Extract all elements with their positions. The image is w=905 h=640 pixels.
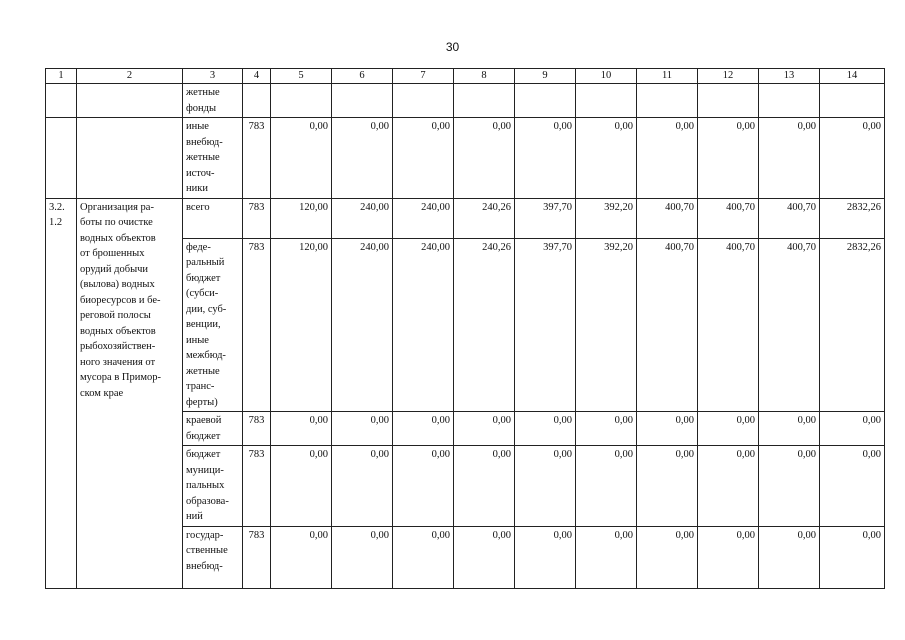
value-cell: 240,26 — [454, 198, 515, 238]
value-cell: 0,00 — [820, 412, 885, 446]
value-cell: 0,00 — [454, 446, 515, 527]
header-cell: 10 — [576, 69, 637, 84]
value-cell: 0,00 — [576, 118, 637, 199]
value-cell — [698, 84, 759, 118]
value-cell: 0,00 — [698, 526, 759, 588]
value-cell: 240,00 — [332, 198, 393, 238]
funding-source-cell: краевой бюджет — [183, 412, 243, 446]
value-cell: 400,70 — [759, 238, 820, 412]
value-cell: 392,20 — [576, 238, 637, 412]
value-cell: 0,00 — [271, 118, 332, 199]
value-cell: 400,70 — [637, 238, 698, 412]
value-cell — [820, 84, 885, 118]
header-cell: 8 — [454, 69, 515, 84]
value-cell: 0,00 — [698, 118, 759, 199]
header-cell: 11 — [637, 69, 698, 84]
value-cell: 0,00 — [454, 412, 515, 446]
item-number-cell — [46, 84, 77, 118]
header-cell: 6 — [332, 69, 393, 84]
value-cell — [332, 84, 393, 118]
value-cell: 0,00 — [393, 446, 454, 527]
value-cell: 0,00 — [515, 118, 576, 199]
value-cell: 0,00 — [820, 526, 885, 588]
header-cell: 3 — [183, 69, 243, 84]
value-cell: 0,00 — [576, 526, 637, 588]
value-cell: 0,00 — [820, 446, 885, 527]
header-cell: 14 — [820, 69, 885, 84]
code-cell: 783 — [243, 526, 271, 588]
value-cell: 400,70 — [698, 238, 759, 412]
value-cell: 0,00 — [393, 526, 454, 588]
table-body — [46, 69, 885, 589]
funding-source-cell: иные внебюд- жетные источ- ники — [183, 118, 243, 199]
value-cell: 0,00 — [637, 118, 698, 199]
header-cell: 5 — [271, 69, 332, 84]
item-name-cell — [77, 118, 183, 199]
funding-source-cell: государ- ственные внебюд- — [183, 526, 243, 588]
value-cell: 0,00 — [698, 446, 759, 527]
value-cell: 0,00 — [637, 526, 698, 588]
header-cell: 12 — [698, 69, 759, 84]
header-cell: 1 — [46, 69, 77, 84]
table-row — [46, 198, 885, 238]
value-cell: 240,00 — [393, 238, 454, 412]
value-cell: 0,00 — [332, 412, 393, 446]
value-cell — [393, 84, 454, 118]
page-number: 30 — [445, 40, 460, 54]
value-cell — [454, 84, 515, 118]
item-number-cell: 3.2. 1.2 — [46, 198, 77, 588]
value-cell: 0,00 — [515, 412, 576, 446]
value-cell: 0,00 — [271, 412, 332, 446]
value-cell: 0,00 — [698, 412, 759, 446]
funding-source-cell: всего — [183, 198, 243, 238]
code-cell — [243, 84, 271, 118]
header-cell: 13 — [759, 69, 820, 84]
value-cell: 0,00 — [759, 526, 820, 588]
budget-table — [45, 68, 885, 589]
value-cell — [576, 84, 637, 118]
value-cell: 0,00 — [271, 526, 332, 588]
value-cell: 400,70 — [637, 198, 698, 238]
value-cell: 0,00 — [332, 526, 393, 588]
value-cell: 0,00 — [515, 446, 576, 527]
value-cell: 397,70 — [515, 238, 576, 412]
value-cell: 392,20 — [576, 198, 637, 238]
value-cell — [637, 84, 698, 118]
header-row — [46, 69, 885, 84]
funding-source-cell: жетные фонды — [183, 84, 243, 118]
value-cell: 0,00 — [820, 118, 885, 199]
value-cell: 397,70 — [515, 198, 576, 238]
value-cell: 0,00 — [515, 526, 576, 588]
item-number-cell — [46, 118, 77, 199]
value-cell: 0,00 — [393, 118, 454, 199]
value-cell: 2832,26 — [820, 198, 885, 238]
value-cell: 240,00 — [332, 238, 393, 412]
table-row — [46, 84, 885, 118]
value-cell: 120,00 — [271, 238, 332, 412]
value-cell: 0,00 — [576, 412, 637, 446]
value-cell: 0,00 — [576, 446, 637, 527]
item-name-cell: Организация ра- боты по очистке водных объектов от брошенных орудий добычи (вылова) водных биоресурсов и бе- реговой полосы водных объектов рыбохозяйствен- ного значения от мусора в Примор- ском крае — [77, 198, 183, 588]
table-row — [46, 118, 885, 199]
code-cell: 783 — [243, 238, 271, 412]
funding-source-cell: бюджет муници- пальных образова- ний — [183, 446, 243, 527]
header-cell: 2 — [77, 69, 183, 84]
value-cell: 0,00 — [454, 526, 515, 588]
header-cell: 7 — [393, 69, 454, 84]
value-cell: 0,00 — [637, 446, 698, 527]
header-cell: 9 — [515, 69, 576, 84]
code-cell: 783 — [243, 446, 271, 527]
header-cell: 4 — [243, 69, 271, 84]
funding-source-cell: феде- ральный бюджет (субси- дии, суб- венции, иные межбюд- жетные транс- ферты) — [183, 238, 243, 412]
value-cell: 0,00 — [332, 118, 393, 199]
value-cell: 0,00 — [393, 412, 454, 446]
value-cell — [515, 84, 576, 118]
value-cell: 2832,26 — [820, 238, 885, 412]
value-cell: 0,00 — [759, 118, 820, 199]
value-cell: 0,00 — [332, 446, 393, 527]
item-name-cell — [77, 84, 183, 118]
value-cell: 240,26 — [454, 238, 515, 412]
value-cell: 0,00 — [271, 446, 332, 527]
value-cell: 0,00 — [759, 412, 820, 446]
value-cell — [271, 84, 332, 118]
value-cell: 120,00 — [271, 198, 332, 238]
value-cell: 0,00 — [454, 118, 515, 199]
value-cell: 0,00 — [759, 446, 820, 527]
code-cell: 783 — [243, 118, 271, 199]
value-cell: 400,70 — [698, 198, 759, 238]
code-cell: 783 — [243, 198, 271, 238]
value-cell: 400,70 — [759, 198, 820, 238]
value-cell: 0,00 — [637, 412, 698, 446]
value-cell: 240,00 — [393, 198, 454, 238]
code-cell: 783 — [243, 412, 271, 446]
value-cell — [759, 84, 820, 118]
